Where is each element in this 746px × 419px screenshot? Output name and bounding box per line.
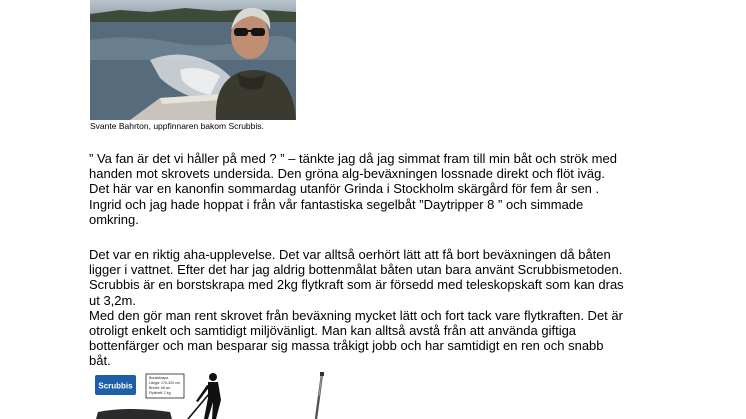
spec-line-4: Flytkraft: 2 kg	[149, 391, 171, 395]
article-photo	[90, 0, 296, 120]
scrubbis-logo	[95, 375, 136, 395]
hull-silhouette	[96, 409, 172, 419]
spec-box	[146, 374, 184, 398]
spec-line-2: Längd: 170-320 cm	[149, 381, 180, 385]
spec-line-1: Borstskrapa	[149, 376, 169, 380]
spec-line-3: Bredd: 48 cm	[149, 386, 171, 390]
article-paragraph-2: Det var en riktig aha-upplevelse. Det var alltså oerhört lätt att få bort beväxningen då båten ligger i vattnet. Efter det har jag aldrig bottenmålat båten utan bara använt Scrubbismetoden. Scrubbis är en borstskrapa med 2kg flytkraft som är försedd med teleskopskaft som kan dras ut 3,2m. Med den gör man rent skrovet från beväxning mycket lätt och fort tack vare flytkraften. Det är otroligt enkelt och samtidigt miljövänligt. Man kan alltså avstå från att använda giftiga bottenfärger och man besparar sig massa tråkigt jobb och har samtidigt en ren och snabb båt.	[89, 247, 624, 369]
photo-caption: Svante Bahrton, uppfinnaren bakom Scrubbis.	[90, 121, 264, 131]
article-paragraph-1: ” Va fan är det vi håller på med ? ” – tänkte jag då jag simmat fram till min båt och strök med handen mot skrovets undersida. Den gröna alg-beväxningen lossnade direkt och flöt iväg. Det här var en kanonfin sommardag utanför Grinda i Stockholm skärgård för fem år sen . Ingrid och jag hade hoppat i från vår fantastiska segelbåt ”Daytripper 8 ” och simmade omkring.	[89, 151, 617, 227]
product-graphic	[90, 368, 350, 419]
person-silhouette	[188, 373, 221, 419]
logo-text: Scrubbis	[98, 381, 133, 391]
photo-scene	[90, 0, 296, 120]
scrubber-tool	[316, 372, 324, 419]
